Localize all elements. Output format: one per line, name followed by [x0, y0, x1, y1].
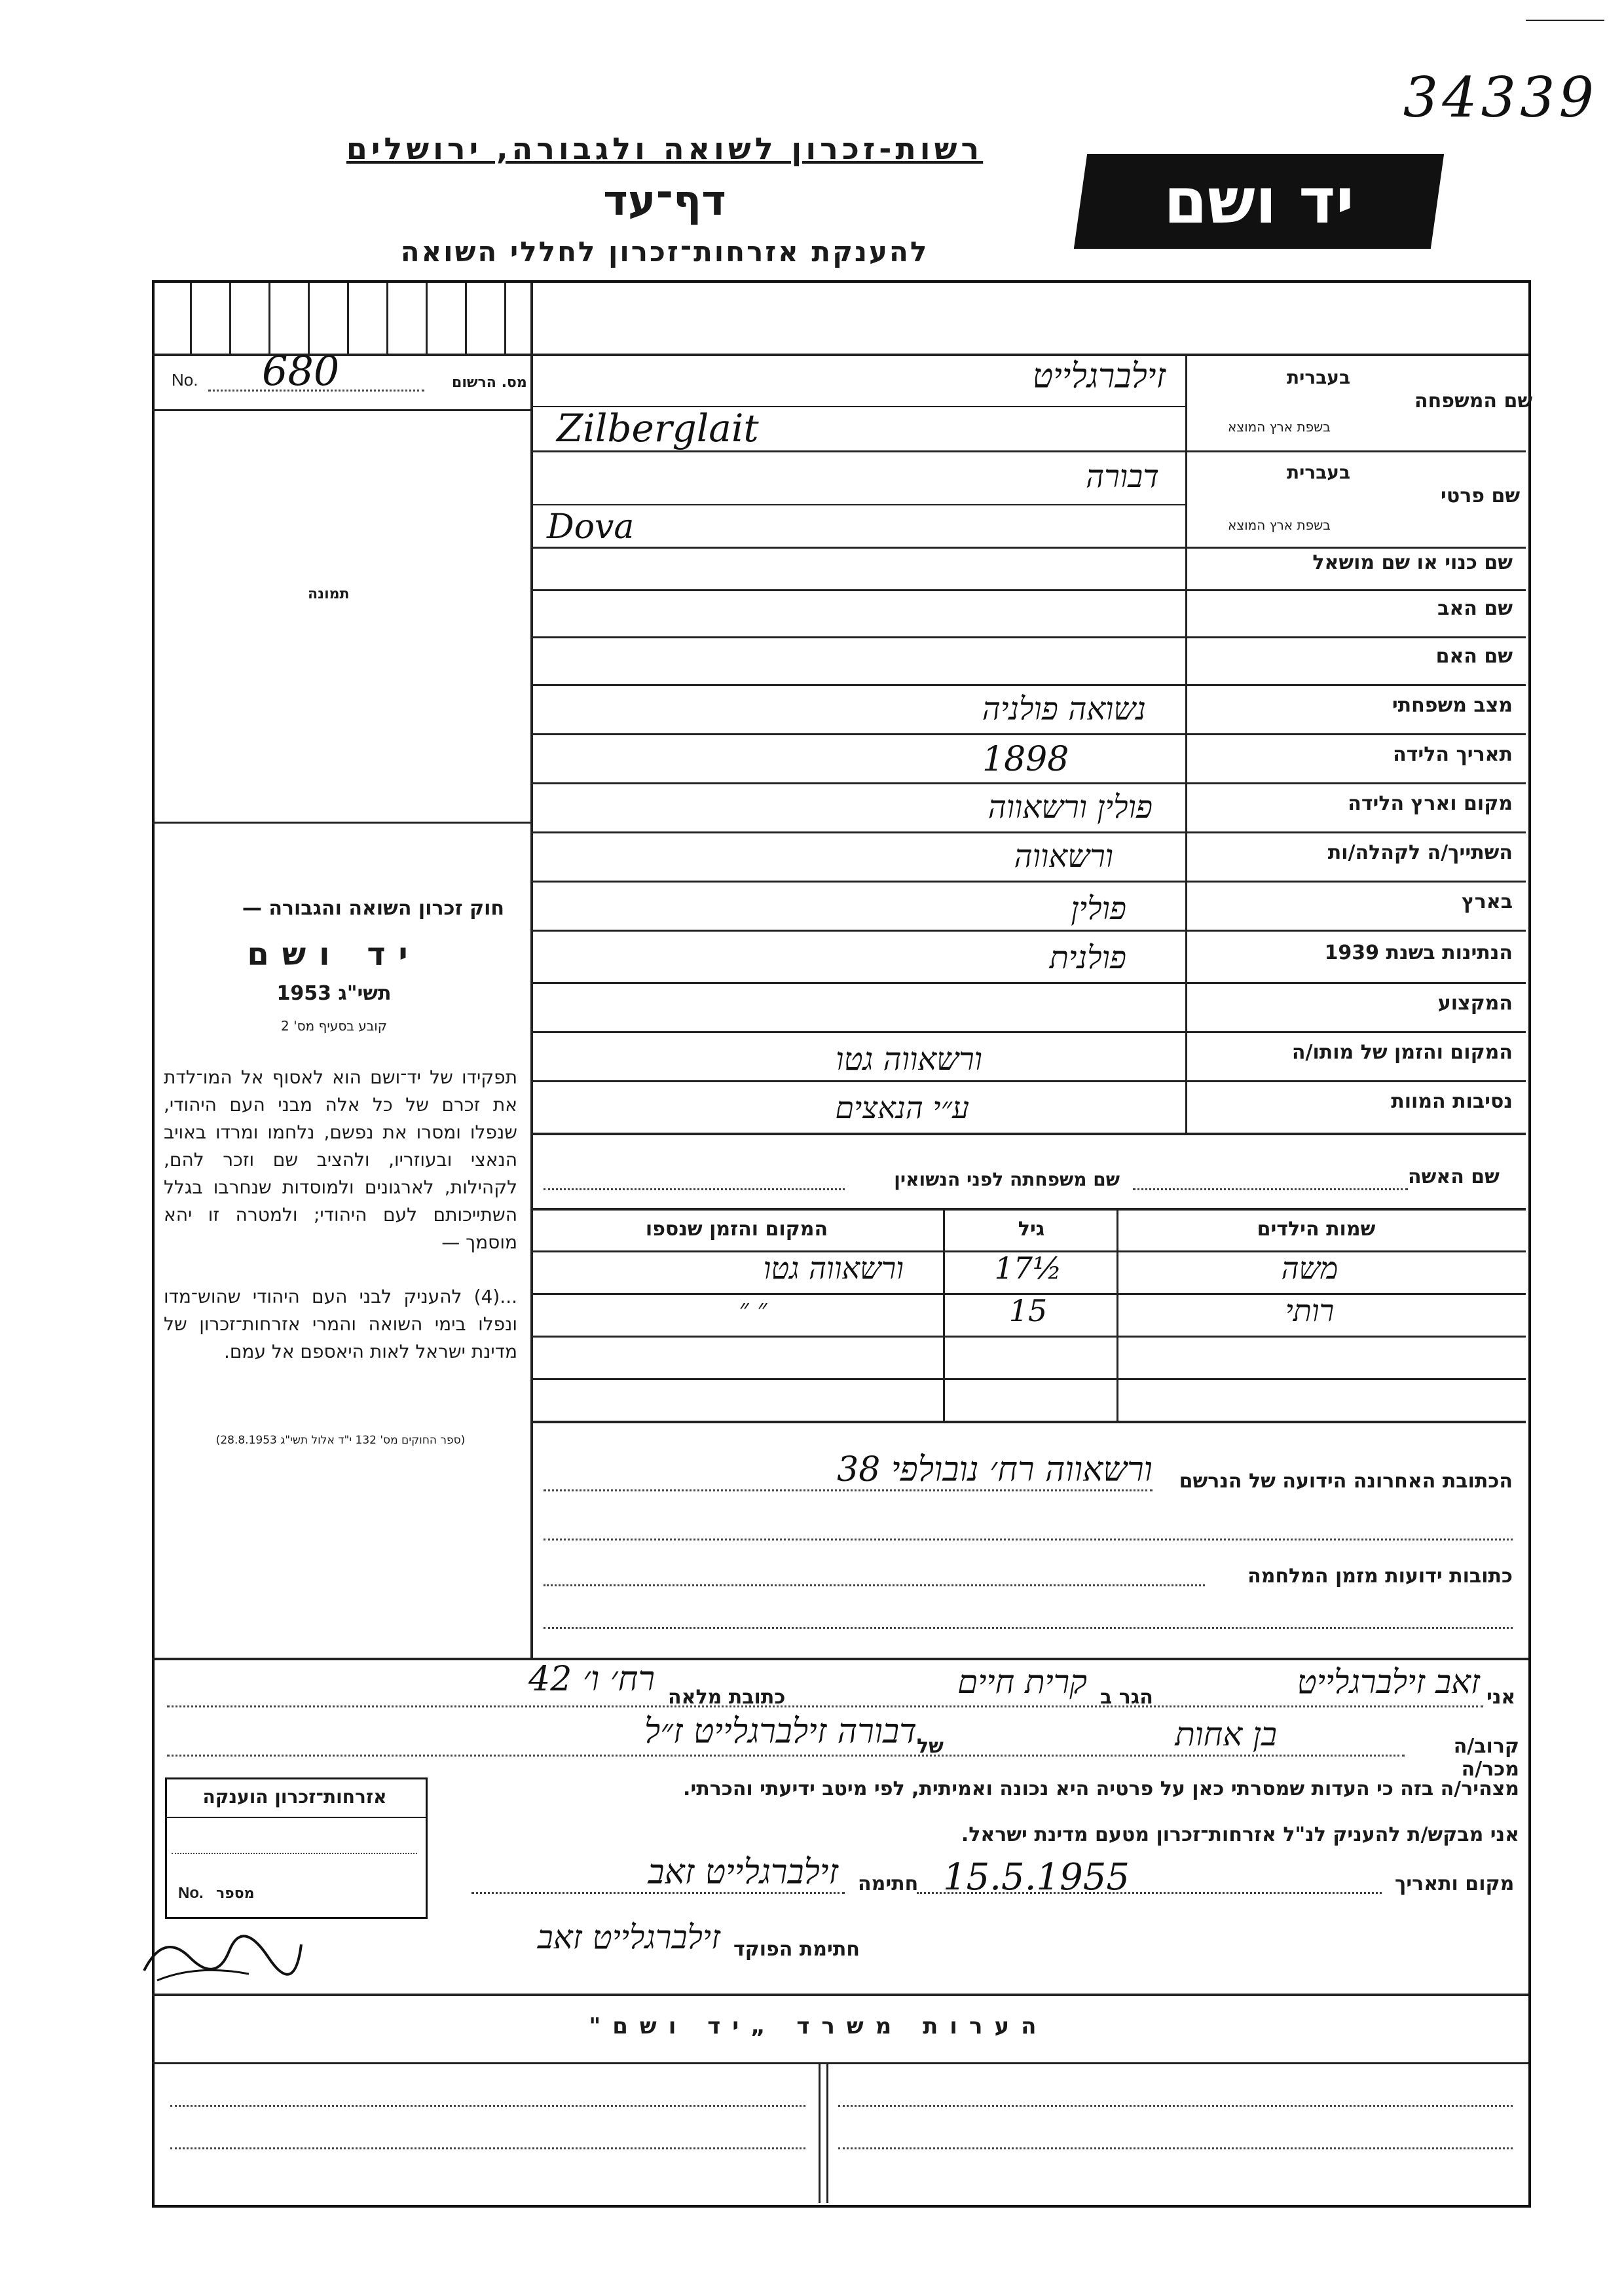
archive-number: 34339	[1403, 65, 1598, 130]
law-section: קובע בסעיף מס' 2	[281, 1018, 387, 1034]
form-title: דף־עד	[603, 177, 726, 225]
birth-date-label: תאריך הלידה	[1393, 743, 1513, 766]
statement-1: מצהיר/ה בזה כי העדות שמסרתי כאן על פרטיה היא נכונה ואמיתית, לפי מיטב ידיעתי והכרתי.	[683, 1777, 1519, 1800]
reg-no-value: 680	[262, 347, 340, 395]
surname-origin-value: Zilberglait	[557, 406, 759, 450]
nickname-label: שם כנוי או שם מושאל	[1312, 551, 1513, 574]
surname-in-origin: בשפת ארץ המוצא	[1228, 419, 1331, 435]
signature-label: חתימה	[858, 1872, 919, 1895]
citizenship-box-no-en: No.	[178, 1884, 204, 1902]
law-source: (ספר החוקים מס' 132 י"ד אלול תשי"ג 28.8.1953)	[215, 1434, 466, 1447]
wartime-address-label: כתובות ידועות מזמן המלחמה	[1247, 1565, 1513, 1588]
children-col-place: המקום והזמן שנספו	[645, 1218, 828, 1241]
citizenship-1939-value: פולנית	[1049, 939, 1126, 976]
country-label: בארץ	[1461, 890, 1513, 913]
child-1-name: משה	[1281, 1250, 1338, 1286]
death-cause-label: נסיבות המוות	[1391, 1090, 1513, 1113]
law-year: תשי"ג 1953	[276, 982, 392, 1005]
child-1-age: 17½	[994, 1250, 1062, 1286]
declarant-name: זאב זילברגלייט	[1297, 1663, 1480, 1701]
reg-no-label-he: מס. הרשום	[452, 374, 527, 391]
surname-label: שם המשפחה	[1414, 390, 1533, 412]
of-label: של	[917, 1735, 944, 1758]
officer-signature-label: חתימת הפוקד	[733, 1938, 860, 1961]
death-cause-value: ע״י הנאצים	[835, 1090, 969, 1125]
first-name-in-origin: בשפת ארץ המוצא	[1228, 517, 1331, 533]
birth-place-label: מקום וארץ הלידה	[1348, 792, 1513, 815]
community-label: השתייך/ה לקהלה/ות	[1327, 841, 1513, 864]
law-name: יד ושם	[247, 936, 421, 973]
authority-line: רשות-זכרון לשואה ולגבורה, ירושלים	[346, 131, 984, 166]
birth-date-value: 1898	[982, 740, 1069, 779]
surname-in-hebrew: בעברית	[1287, 367, 1351, 388]
resident-label: הגר ב	[1100, 1686, 1153, 1709]
statement-2: אני מבקש/ת להעניק לנ"ל אזרחות־זכרון מטעם מדינת ישראל.	[961, 1823, 1519, 1846]
yad-vashem-logo	[1074, 154, 1444, 249]
marital-value: נשואה פולניה	[982, 691, 1146, 727]
profession-label: המקצוע	[1437, 992, 1513, 1015]
officer-scribble	[138, 1918, 308, 1990]
citizenship-box-no-he: מספר	[216, 1886, 255, 1902]
father-label: שם האב	[1437, 597, 1513, 620]
reg-no-label-en: No.	[172, 370, 198, 390]
country-value: פולין	[1071, 890, 1126, 927]
form-subtitle: להענקת אזרחות־זכרון לחללי השואה	[400, 236, 929, 268]
of-value: דבורה זילברגלייט ז״ל	[644, 1712, 917, 1751]
child-2-place: ״ ״	[739, 1294, 767, 1324]
resident-value: קרית חיים	[957, 1663, 1087, 1701]
declarant-i-label: אני	[1486, 1686, 1516, 1709]
child-2-name: רותי	[1285, 1293, 1335, 1328]
first-name-in-hebrew: בעברית	[1287, 462, 1351, 483]
logo-text: יד ושם	[1164, 164, 1354, 238]
death-place-label: המקום והזמן של מותו/ה	[1291, 1041, 1513, 1064]
law-title: חוק זכרון השואה והגבורה —	[242, 897, 504, 920]
surname-hebrew-value: זילברגלייט	[1032, 357, 1166, 396]
last-address-label: הכתובת האחרונה הידועה של הנרשם	[1179, 1470, 1513, 1493]
marital-label: מצב משפחתי	[1392, 694, 1513, 717]
first-name-label: שם פרטי	[1441, 484, 1521, 507]
full-address-value: רח׳ ו׳ 42	[528, 1660, 655, 1699]
death-place-value: ורשאווה גטו	[836, 1041, 982, 1078]
relation-value: בן אחות	[1175, 1715, 1277, 1753]
corner-mark	[1526, 20, 1604, 21]
citizenship-1939-label: הנתינות בשנת 1939	[1324, 941, 1513, 964]
first-name-hebrew-value: דבורה	[1086, 458, 1159, 495]
citizenship-box-title: אזרחות־זכרון הוענקה	[202, 1786, 387, 1808]
last-address-value: ורשאווה רח׳ נובולפי 38	[837, 1450, 1153, 1489]
photo-label: תמונה	[308, 586, 350, 602]
place-date-label: מקום ותאריך	[1395, 1872, 1515, 1895]
first-name-origin-value: Dova	[547, 507, 635, 547]
law-text-2: ...(4) להעניק לבני העם היהודי שהוש־מדו ונפלו בימי השואה והמרי אזרחות־זכרון של מדינת ישראל לאות היאספם אל עמם.	[164, 1286, 517, 1362]
full-address-label: כתובת מלאה	[668, 1686, 786, 1709]
children-col-names: שמות הילדים	[1257, 1218, 1376, 1241]
mother-label: שם האם	[1435, 645, 1513, 668]
birth-place-value: פולין ורשאווה	[987, 789, 1153, 826]
law-text-1: תפקידו של יד־ושם הוא לאסוף אל המו־לדת את זכרם של כל אלה מבני העם היהודי, שנפלו ומסרו את נפשם, נלחמו ומרדו באויב הנאצי ובעוזריו, ולהציב שם וזכר להם, לקהילות, לארגונים ולמוסדות שנחרבו בגלל השתייכותם לעם היהודי; ולמטרה זו יהא מוסמך —	[164, 1066, 517, 1253]
child-2-age: 15	[1008, 1293, 1048, 1328]
child-1-place: ורשאווה גטו	[763, 1250, 904, 1286]
date-value: 15.5.1955	[943, 1856, 1130, 1899]
wife-maiden-label: שם משפחתה לפני הנשואין	[894, 1169, 1120, 1190]
wife-label: שם האשה	[1408, 1165, 1500, 1188]
relation-label: קרוב/ה מכר/ה	[1453, 1735, 1519, 1781]
children-col-age: גיל	[1018, 1218, 1045, 1241]
signature-value: זילברגלייט זאב	[648, 1853, 838, 1892]
community-value: ורשאווה	[1014, 838, 1113, 875]
officer-signature-value: זילברגלייט זאב	[537, 1918, 720, 1956]
office-notes-title: הערות משרד „יד ושם"	[589, 2013, 1048, 2039]
